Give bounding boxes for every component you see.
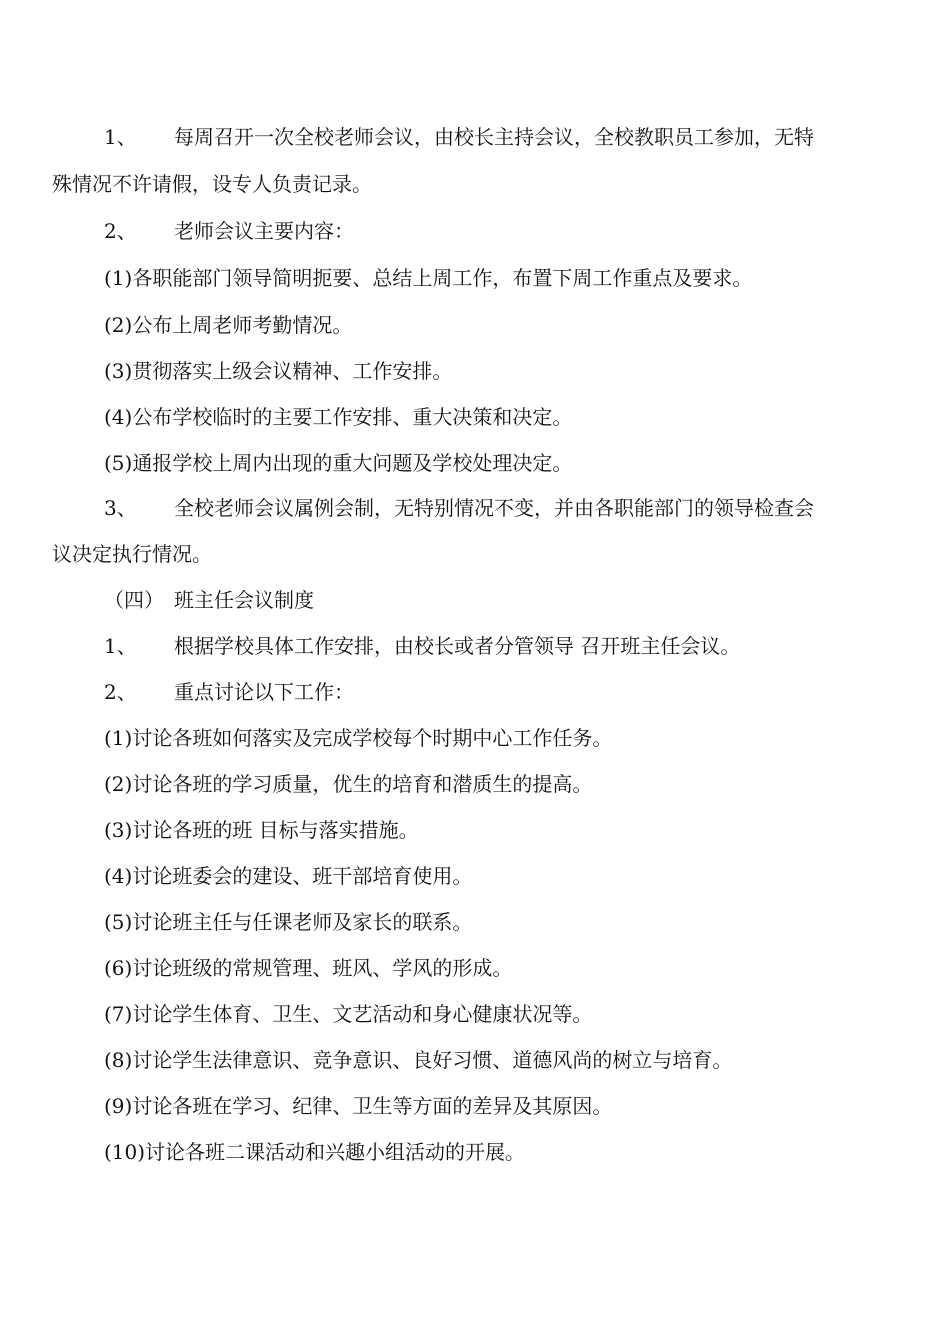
list-item: (8)讨论学生法律意识、竞争意识、良好习惯、道德风尚的树立与培育。	[104, 1048, 733, 1072]
section-number: （四）	[104, 588, 164, 612]
list-item: (10)讨论各班二课活动和兴趣小组活动的开展。	[104, 1140, 526, 1164]
list-item: (7)讨论学生体育、卫生、文艺活动和身心健康状况等。	[104, 1002, 593, 1026]
section-heading	[104, 586, 314, 614]
list-item: (9)讨论各班在学习、纪律、卫生等方面的差异及其原因。	[104, 1094, 613, 1118]
list-item: (4)公布学校临时的主要工作安排、重大决策和决定。	[104, 405, 573, 429]
list-item: (1)讨论各班如何落实及完成学校每个时期中心工作任务。	[104, 726, 613, 750]
paragraph-1-line-2: 殊情况不许请假，设专人负责记录。	[52, 172, 372, 196]
paragraph-3-text: 全校老师会议属例会制，无特别情况不变，并由各职能部门的领导检查会	[174, 496, 814, 520]
paragraph-1-number: 1、	[104, 125, 137, 149]
meeting-paragraph-1-text: 根据学校具体工作安排，由校长或者分管领导 召开班主任会议。	[174, 634, 741, 658]
list-item: (2)讨论各班的学习质量，优生的培育和潜质生的提高。	[104, 772, 593, 796]
list-item: (5)讨论班主任与任课老师及家长的联系。	[104, 910, 473, 934]
list-item: (3)讨论各班的班 目标与落实措施。	[104, 818, 419, 842]
list-item: (3)贯彻落实上级会议精神、工作安排。	[104, 359, 453, 383]
meeting-paragraph-1	[104, 632, 740, 660]
paragraph-3-number: 3、	[104, 496, 137, 520]
meeting-paragraph-2-text: 重点讨论以下工作：	[174, 680, 354, 704]
paragraph-3-line-2: 议决定执行情况。	[52, 542, 212, 566]
list-item: (5)通报学校上周内出现的重大问题及学校处理决定。	[104, 451, 573, 475]
section-title: 班主任会议制度	[174, 588, 314, 612]
meeting-paragraph-2	[104, 678, 354, 706]
meeting-paragraph-2-number: 2、	[104, 680, 137, 704]
list-item: (6)讨论班级的常规管理、班风、学风的形成。	[104, 956, 513, 980]
paragraph-1-text: 每周召开一次全校老师会议，由校长主持会议，全校教职员工参加，无特	[174, 125, 814, 149]
list-item: (2)公布上周老师考勤情况。	[104, 313, 353, 337]
paragraph-2-number: 2、	[104, 219, 137, 243]
paragraph-1-line-1	[104, 123, 814, 151]
list-item: (1)各职能部门领导简明扼要、总结上周工作，布置下周工作重点及要求。	[104, 266, 753, 290]
meeting-paragraph-1-number: 1、	[104, 634, 137, 658]
paragraph-2	[104, 217, 354, 245]
paragraph-3-line-1	[104, 494, 814, 522]
paragraph-2-text: 老师会议主要内容：	[174, 219, 354, 243]
list-item: (4)讨论班委会的建设、班干部培育使用。	[104, 864, 473, 888]
